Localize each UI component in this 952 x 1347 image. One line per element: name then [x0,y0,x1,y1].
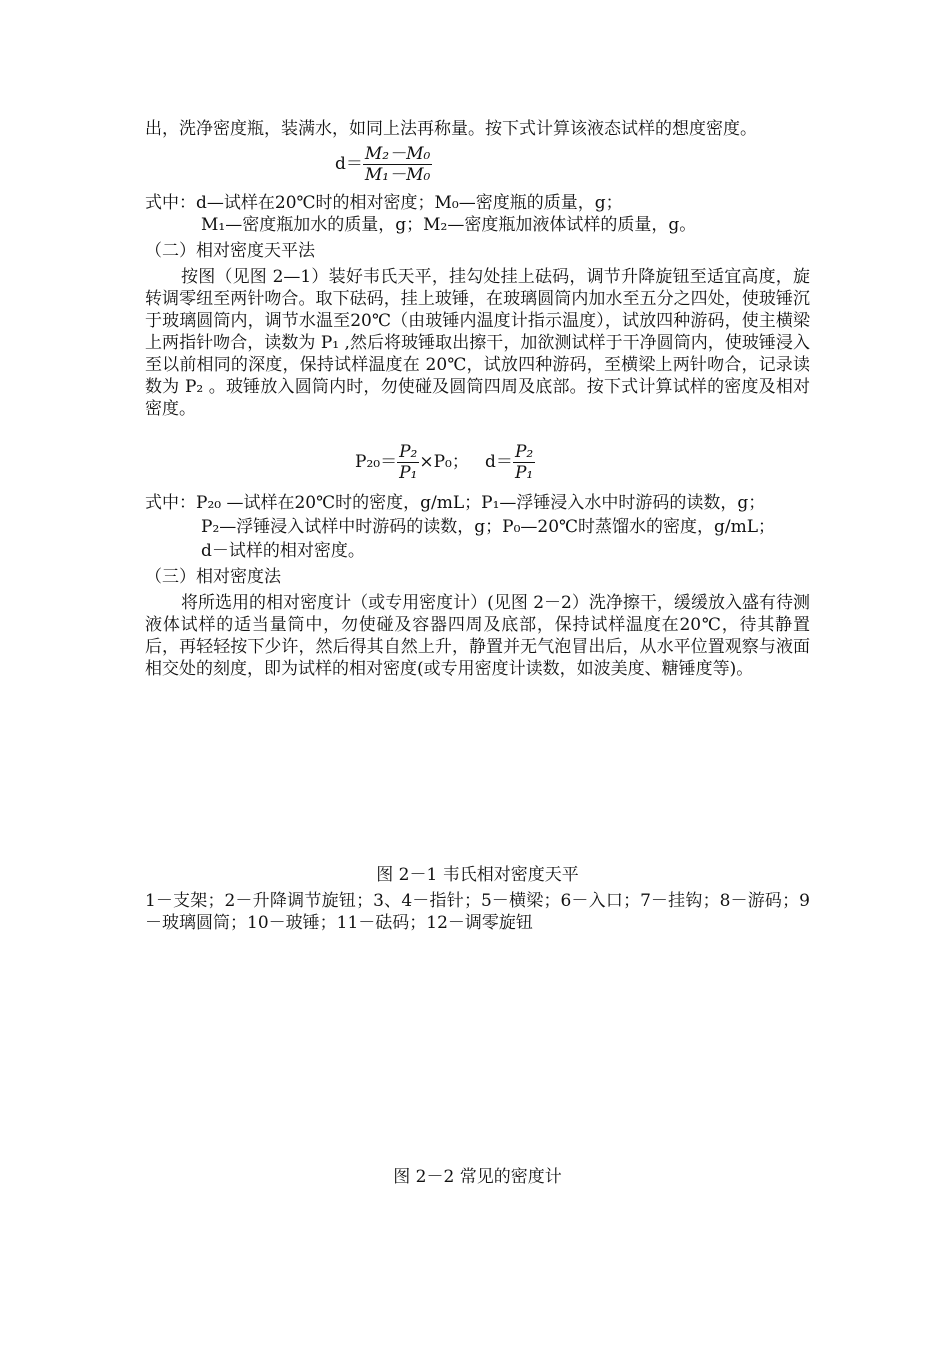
figure-2-2-caption: 图 2－2 常见的密度计 [393,1167,562,1187]
definitions-2-line-3: d－试样的相对密度。 [201,541,365,561]
definitions-1-line-1: 式中：d—试样在20℃时的相对密度；M₀—密度瓶的质量，g； [145,193,623,213]
definitions-2-line-2: P₂—浮锤浸入试样中时游码的读数，g；P₀—20℃时蒸馏水的密度，g/mL； [201,517,776,537]
formula2-numerator-1: P₂ [399,442,418,462]
formula2-lhs: P₂₀＝ [355,452,398,472]
paragraph-intro: 出，洗净密度瓶，装满水，如同上法再称量。按下式计算该液态试样的想度密度。 [145,119,757,139]
definitions-2-line-1: 式中：P₂₀ —试样在20℃时的密度，g/mL；P₁—浮锤浸入水中时游码的读数，g； [145,493,766,513]
formula2-numerator-2: P₂ [514,442,534,462]
definitions-1-line-2: M₁—密度瓶加水的质量，g；M₂—密度瓶加液体试样的质量，g。 [201,215,697,235]
figure-2-1-caption: 图 2－1 韦氏相对密度天平 [376,865,579,885]
heading-balance-method: （二）相对密度天平法 [145,241,315,261]
figure-2-1-legend: 1－支架；2－升降调节旋钮；3、4－指针；5－横梁；6－入口；7－挂钩；8－游码；9－玻璃圆筒；10－玻锤；11－砝码；12－调零旋钮 [145,891,810,933]
heading-hydrometer-method: （三）相对密度法 [145,567,281,587]
formula-relative-density-bottle [335,144,432,185]
formula-balance-density [355,442,535,483]
formula1-numerator: M₂－M₀ [364,144,431,164]
paragraph-balance-method: 按图（见图 2—1）装好韦氏天平，挂勾处挂上砝码，调节升降旋钮至适宜高度，旋转调零纽至两针吻合。取下砝码，挂上玻锤，在玻璃圆筒内加水至五分之四处，使玻锤沉于玻璃圆筒内，调节水温至20℃（由玻锤内温度计指示温度），试放四种游码，使主横梁上两指针吻合，读数为 P₁ ,然后将玻锤取出擦干，加欲测试样于干净圆筒内，使玻锤浸入至以前相同的深度，保持试样温度在 20℃，试放四种游码，至横梁上两针吻合，记录读数为 P₂ 。玻锤放入圆筒内时，勿使碰及圆筒四周及底部。按下式计算试样的密度及相对密度。 [145,267,810,419]
formula1-fraction [363,144,432,185]
formula2-middle: ×P₀； d＝ [419,452,513,472]
paragraph-hydrometer-method: 将所选用的相对密度计（或专用密度计）(见图 2－2）洗净擦干，缓缓放入盛有待测液体试样的适当量筒中，勿使碰及容器四周及底部，保持试样温度在20℃，待其静置后，再轻轻按下少许，然后得其自然上升，静置并无气泡冒出后，从水平位置观察与液面相交处的刻度，即为试样的相对密度(或专用密度计读数，如波美度、糖锤度等)。 [145,593,810,679]
formula2-denominator-2: P₁ [514,463,534,483]
formula2-fraction-1 [397,442,419,483]
formula1-lhs: d＝ [335,154,363,174]
formula1-denominator: M₁－M₀ [364,165,431,185]
formula2-fraction-2 [513,442,535,483]
formula2-denominator-1: P₁ [399,463,418,483]
